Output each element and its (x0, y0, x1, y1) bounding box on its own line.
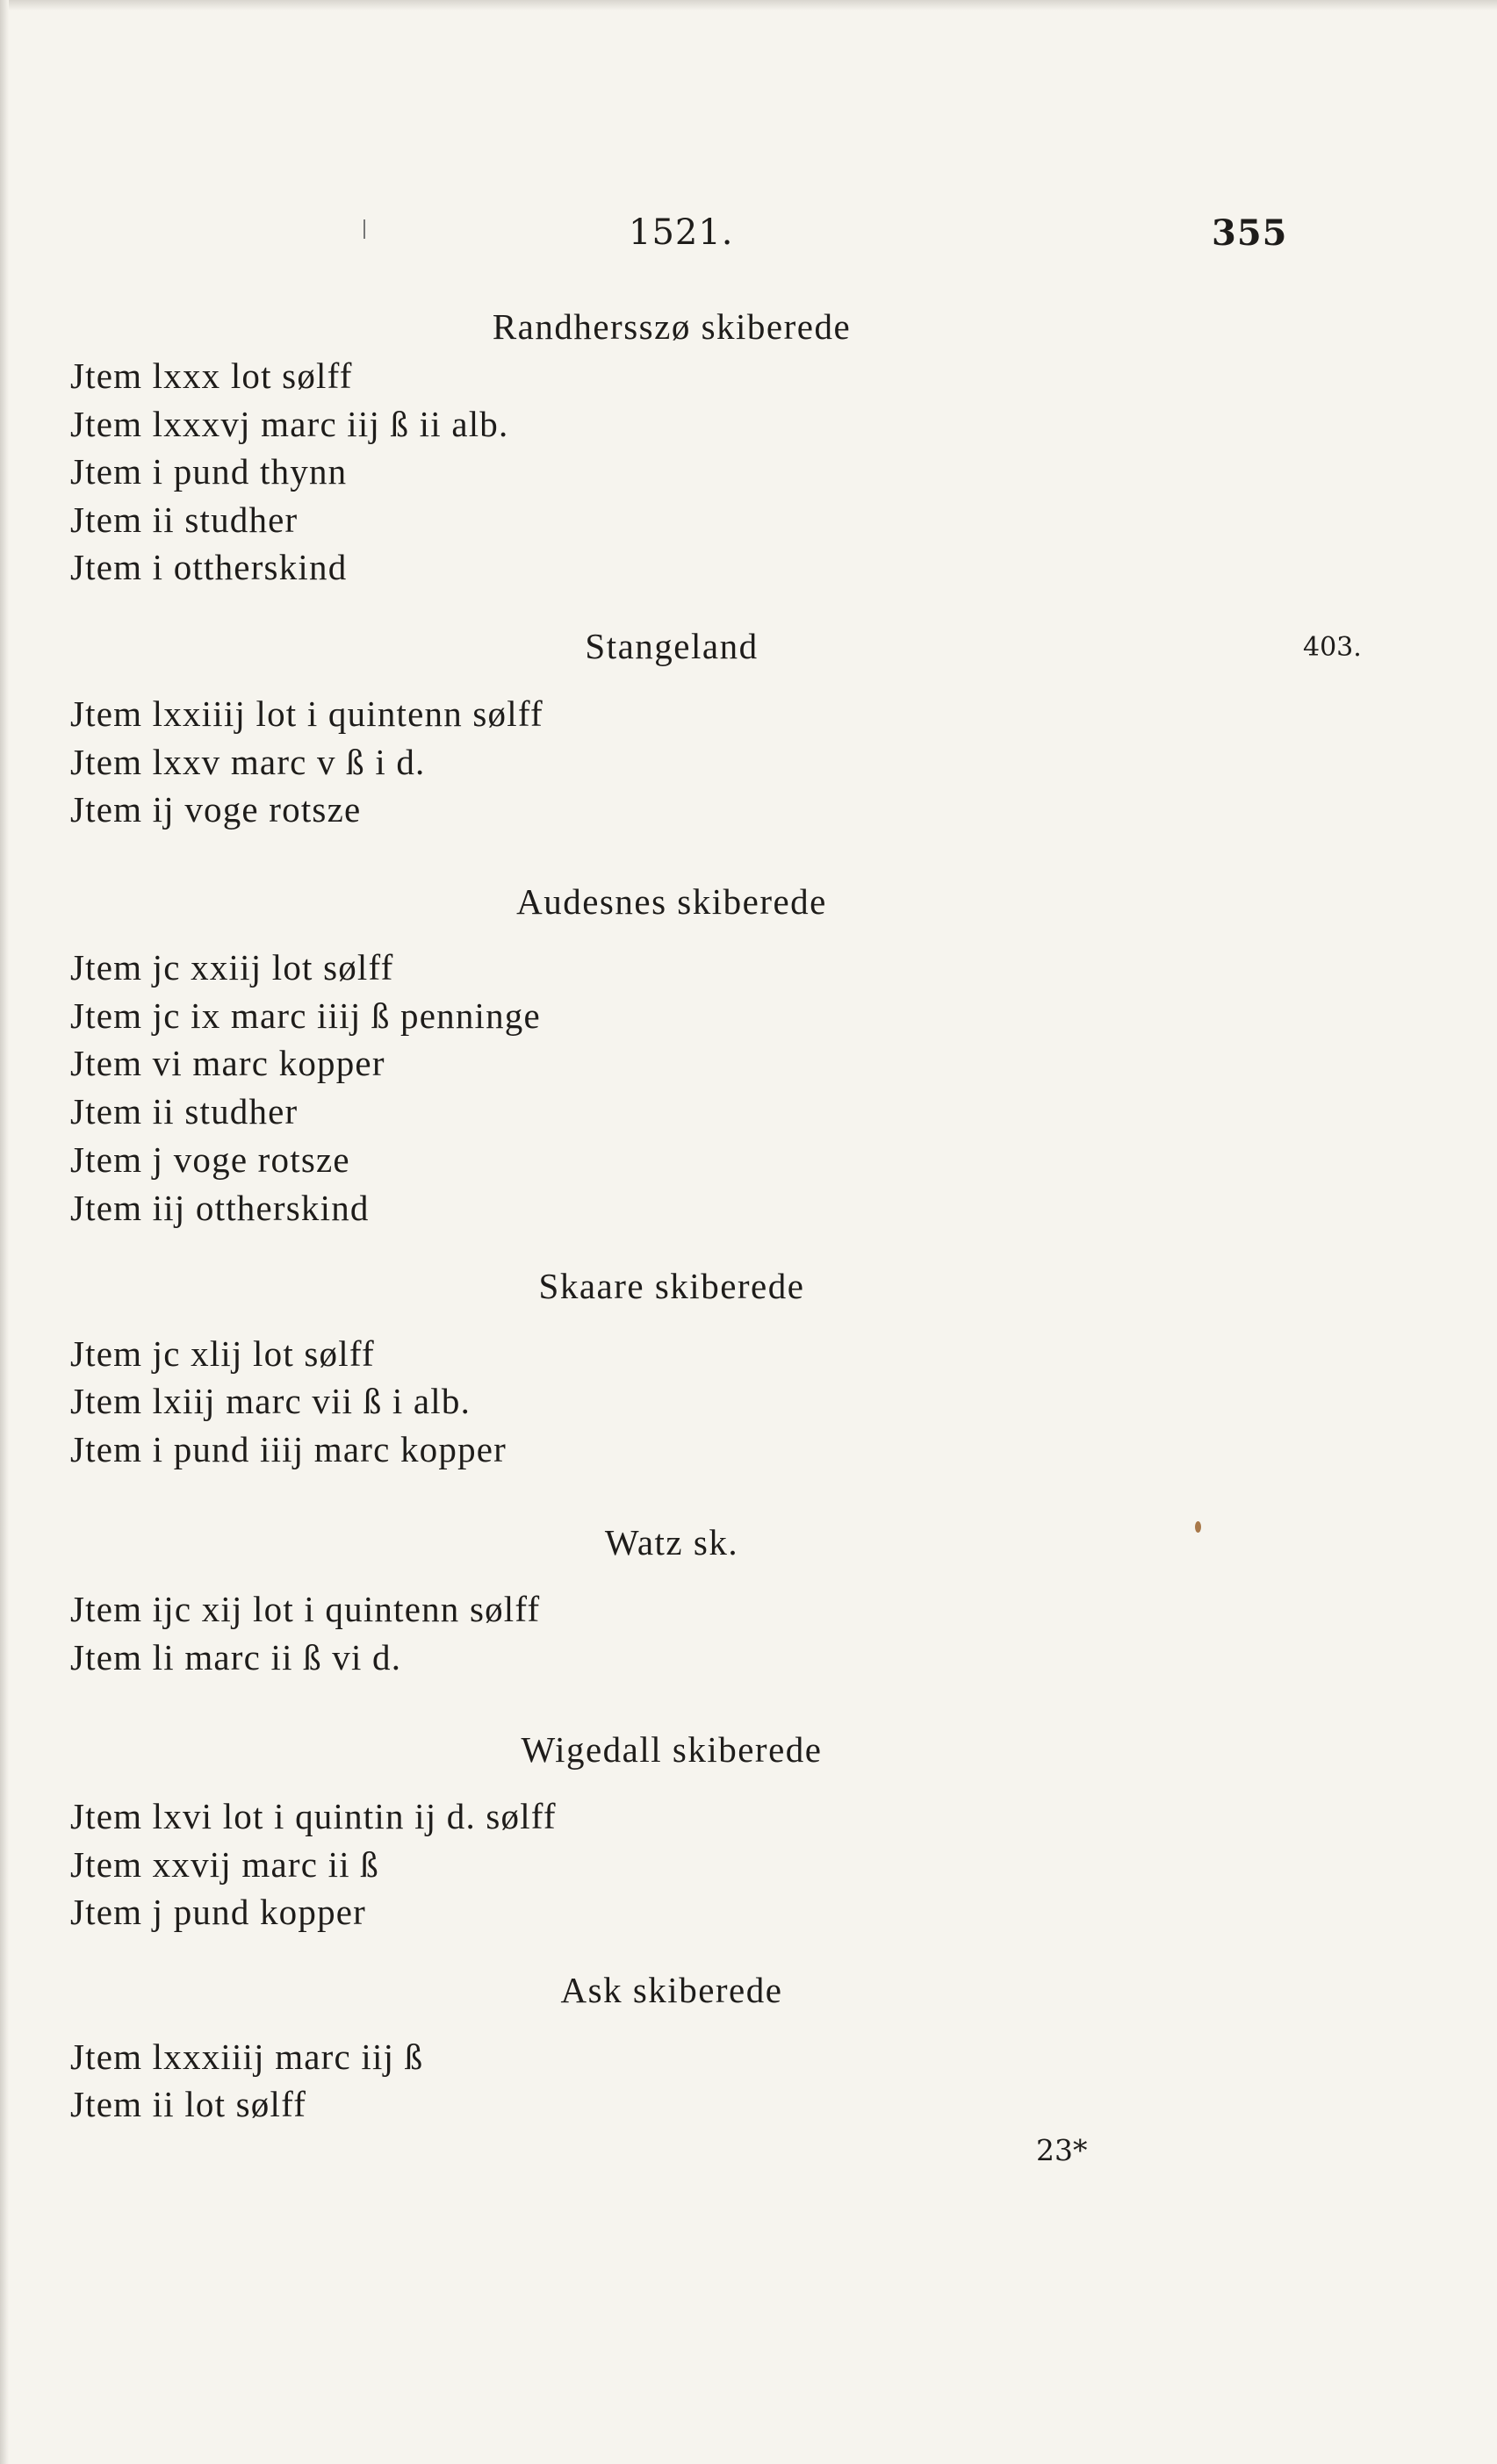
section-title-skaare: Skaare skiberede (538, 1266, 805, 1306)
entry-line: Jtem ii lot sølff (70, 2084, 307, 2124)
margin-reference: 403. (1303, 632, 1362, 663)
page-edge (0, 0, 1497, 11)
section-title-ask: Ask skiberede (560, 1970, 783, 2010)
entry-line: Jtem jc xxiij lot sølff (70, 947, 394, 988)
entry-line: Jtem lxvi lot i quintin ij d. sølff (70, 1796, 557, 1836)
tick-mark (363, 219, 365, 239)
section-title-randhersszo: Randhersszø skiberede (492, 306, 852, 347)
entry-line: Jtem ii studher (70, 499, 299, 540)
entry-line: Jtem jc xlij lot sølff (70, 1333, 375, 1374)
entry-line: Jtem lxxiiij lot i quintenn sølff (70, 693, 543, 734)
entry-line: Jtem ij voge rotsze (70, 789, 362, 830)
entry-line: Jtem ijc xij lot i quintenn sølff (70, 1589, 541, 1629)
entry-line: Jtem lxxv marc v ß i d. (70, 742, 426, 782)
section-title-wigedall: Wigedall skiberede (521, 1729, 823, 1770)
entry-line: Jtem lxxxiiij marc iij ß (70, 2037, 424, 2077)
entry-line: Jtem j pund kopper (70, 1892, 367, 1932)
entry-line: Jtem xxvij marc ii ß (70, 1844, 379, 1885)
page-year: 1521. (629, 212, 734, 253)
entry-line: Jtem lxxx lot sølff (70, 356, 353, 396)
section-title-watz: Watz sk. (604, 1522, 739, 1562)
entry-line: Jtem i pund thynn (70, 451, 348, 492)
page-edge (0, 0, 9, 2464)
entry-line: Jtem lxxxvj marc iij ß ii alb. (70, 404, 509, 444)
section-title-audesnes: Audesnes skiberede (516, 881, 827, 922)
entry-line: Jtem i ottherskind (70, 547, 348, 587)
page-number: 355 (1212, 212, 1288, 254)
entry-line: Jtem jc ix marc iiij ß penninge (70, 995, 541, 1036)
entry-line: Jtem j voge rotsze (70, 1139, 350, 1180)
section-title-stangeland: Stangeland (585, 626, 759, 666)
entry-line: Jtem i pund iiij marc kopper (70, 1429, 507, 1469)
entry-line: Jtem iij ottherskind (70, 1188, 370, 1228)
entry-line: Jtem li marc ii ß vi d. (70, 1637, 402, 1677)
entry-line: Jtem ii studher (70, 1091, 299, 1131)
signature-mark: 23* (1036, 2133, 1088, 2167)
entry-line: Jtem vi marc kopper (70, 1043, 385, 1083)
entry-line: Jtem lxiij marc vii ß i alb. (70, 1381, 471, 1421)
